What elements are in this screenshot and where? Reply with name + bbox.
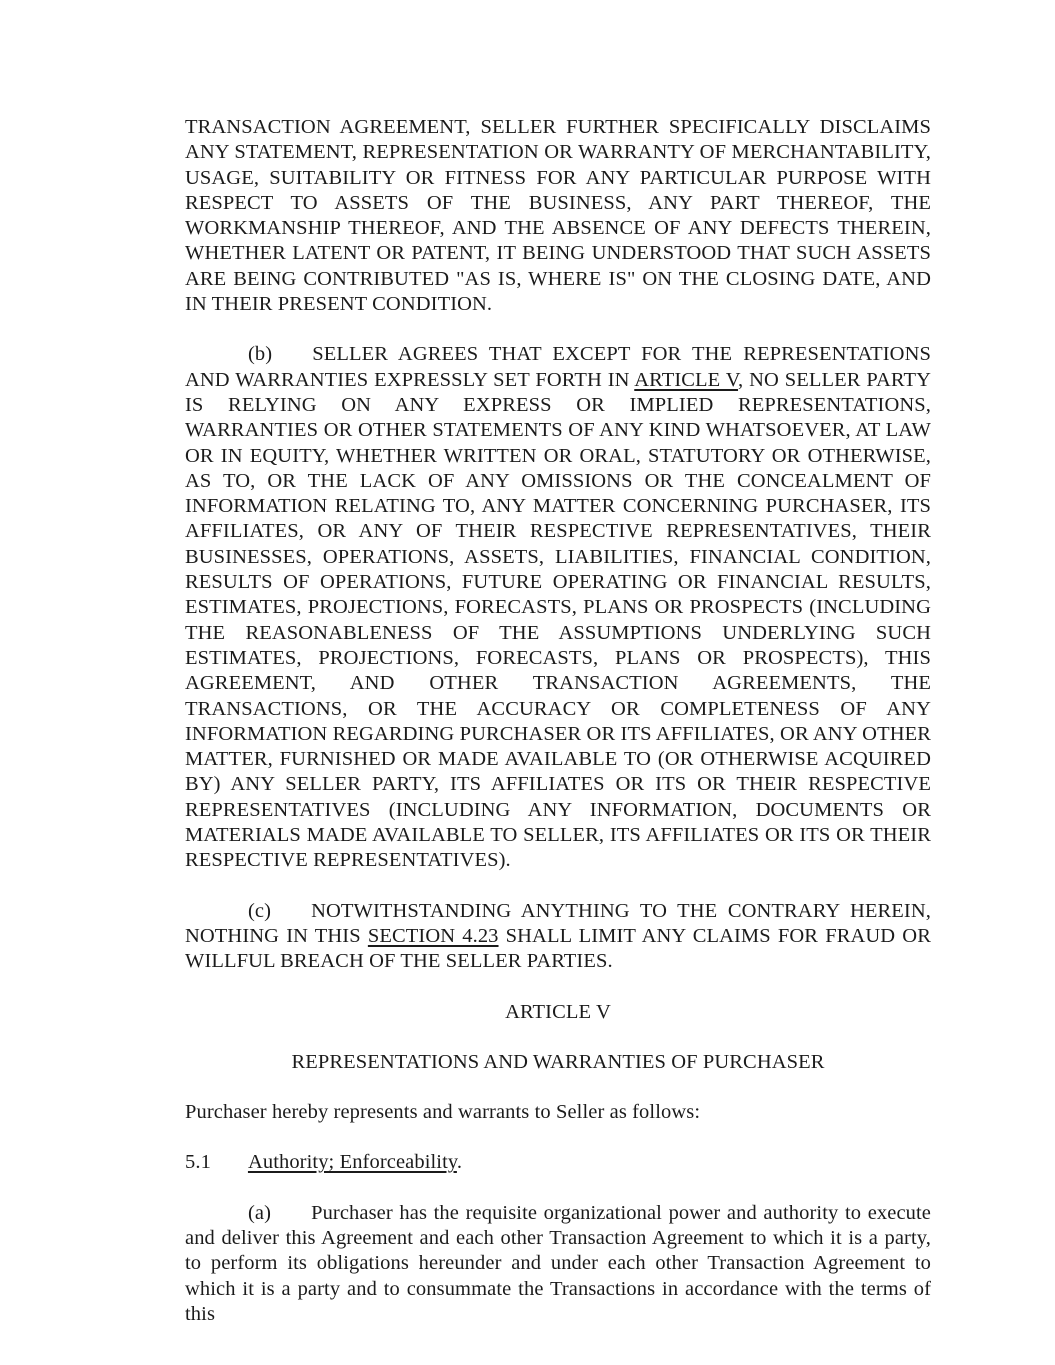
paragraph-b (185, 342, 931, 873)
document-body (185, 115, 931, 1327)
article-v-reference: ARTICLE V (634, 368, 739, 391)
intro-paragraph-text: Purchaser hereby represents and warrants to Seller as follows: (185, 1101, 701, 1124)
paragraph-a-label: (a) (248, 1201, 272, 1224)
paragraph-b-text-before: SELLER AGREES THAT EXCEPT FOR THE REPRESENTATIONS AND WARRANTIES EXPRESSLY SET FORTH IN (185, 343, 931, 391)
article-heading (185, 1000, 931, 1025)
intro-paragraph (185, 1100, 931, 1125)
paragraph-c-text-before: NOTWITHSTANDING ANYTHING TO THE CONTRARY HEREIN, NOTHING IN THIS (185, 899, 931, 947)
section-5-1-heading (185, 1150, 931, 1175)
paragraph-disclaimer-text: TRANSACTION AGREEMENT, SELLER FURTHER SPECIFICALLY DISCLAIMS ANY STATEMENT, REPRESENTATION OR WARRANTY OF MERCHANTABILITY, USAGE, SUITABILITY OR FITNESS FOR ANY PARTICULAR PURPOSE WITH RESPECT TO ASSETS OF THE BUSINESS, ANY PART THEREOF, THE WORKMANSHIP THEREOF, AND THE ABSENCE OF ANY DEFECTS THEREIN, WHETHER LATENT OR PATENT, IT BEING UNDERSTOOD THAT SUCH ASSETS ARE BEING CONTRIBUTED "AS IS, WHERE IS" ON THE CLOSING DATE, AND IN THEIR PRESENT CONDITION. (185, 116, 931, 316)
paragraph-c-label: (c) (248, 899, 272, 922)
section-5-1-title: Authority; Enforceability (247, 1151, 457, 1174)
paragraph-a (185, 1201, 931, 1327)
paragraph-disclaimer (185, 115, 931, 317)
paragraph-c-text-after: SHALL LIMIT ANY CLAIMS FOR FRAUD OR WILLFUL BREACH OF THE SELLER PARTIES. (185, 924, 931, 973)
paragraph-a-text: Purchaser has the requisite organizational power and authority to execute and deliver this Agreement and each other Transaction Agreement to which it is a party, to perform its obligations hereunder and under each other Transaction Agreement to which it is a party and to consummate the Transactions in accordance with the terms of this (185, 1201, 931, 1325)
section-4-23-reference: SECTION 4.23 (367, 924, 499, 947)
article-subheading-text: REPRESENTATIONS AND WARRANTIES OF PURCHASER (291, 1050, 825, 1073)
article-subheading (185, 1050, 931, 1075)
paragraph-b-label: (b) (248, 343, 273, 366)
section-5-1-period: . (456, 1151, 463, 1174)
section-5-1-number: 5.1 (185, 1151, 211, 1174)
paragraph-b-text-after: , NO SELLER PARTY IS RELYING ON ANY EXPRESS OR IMPLIED REPRESENTATIONS, WARRANTIES OR OTHER STATEMENTS OF ANY KIND WHATSOEVER, AT LAW OR IN EQUITY, WHETHER WRITTEN OR ORAL, STATUTORY OR OTHERWISE, AS TO, OR THE LACK OF ANY OMISSIONS OR THE CONCEALMENT OF INFORMATION RELATING TO, ANY MATTER CONCERNING PURCHASER, ITS AFFILIATES, OR ANY OF THEIR RESPECTIVE REPRESENTATIVES, THEIR BUSINESSES, OPERATIONS, ASSETS, LIABILITIES, FINANCIAL CONDITION, RESULTS OF OPERATIONS, FUTURE OPERATING OR FINANCIAL RESULTS, ESTIMATES, PROJECTIONS, FORECASTS, PLANS OR PROSPECTS (INCLUDING THE REASONABLENESS OF THE ASSUMPTIONS UNDERLYING SUCH ESTIMATES, PROJECTIONS, FORECASTS, PLANS OR PROSPECTS), THIS AGREEMENT, AND OTHER TRANSACTION AGREEMENTS, THE TRANSACTIONS, OR THE ACCURACY OR COMPLETENESS OF ANY INFORMATION REGARDING PURCHASER OR ITS AFFILIATES, OR ANY OTHER MATTER, FURNISHED OR MADE AVAILABLE TO (OR OTHERWISE ACQUIRED BY) ANY SELLER PARTY, ITS AFFILIATES OR ITS OR THEIR RESPECTIVE REPRESENTATIVES (INCLUDING ANY INFORMATION, DOCUMENTS OR MATERIALS MADE AVAILABLE TO SELLER, ITS AFFILIATES OR ITS OR THEIR RESPECTIVE REPRESENTATIVES). (185, 368, 931, 872)
article-heading-text: ARTICLE V (505, 1000, 611, 1023)
paragraph-c (185, 899, 931, 975)
